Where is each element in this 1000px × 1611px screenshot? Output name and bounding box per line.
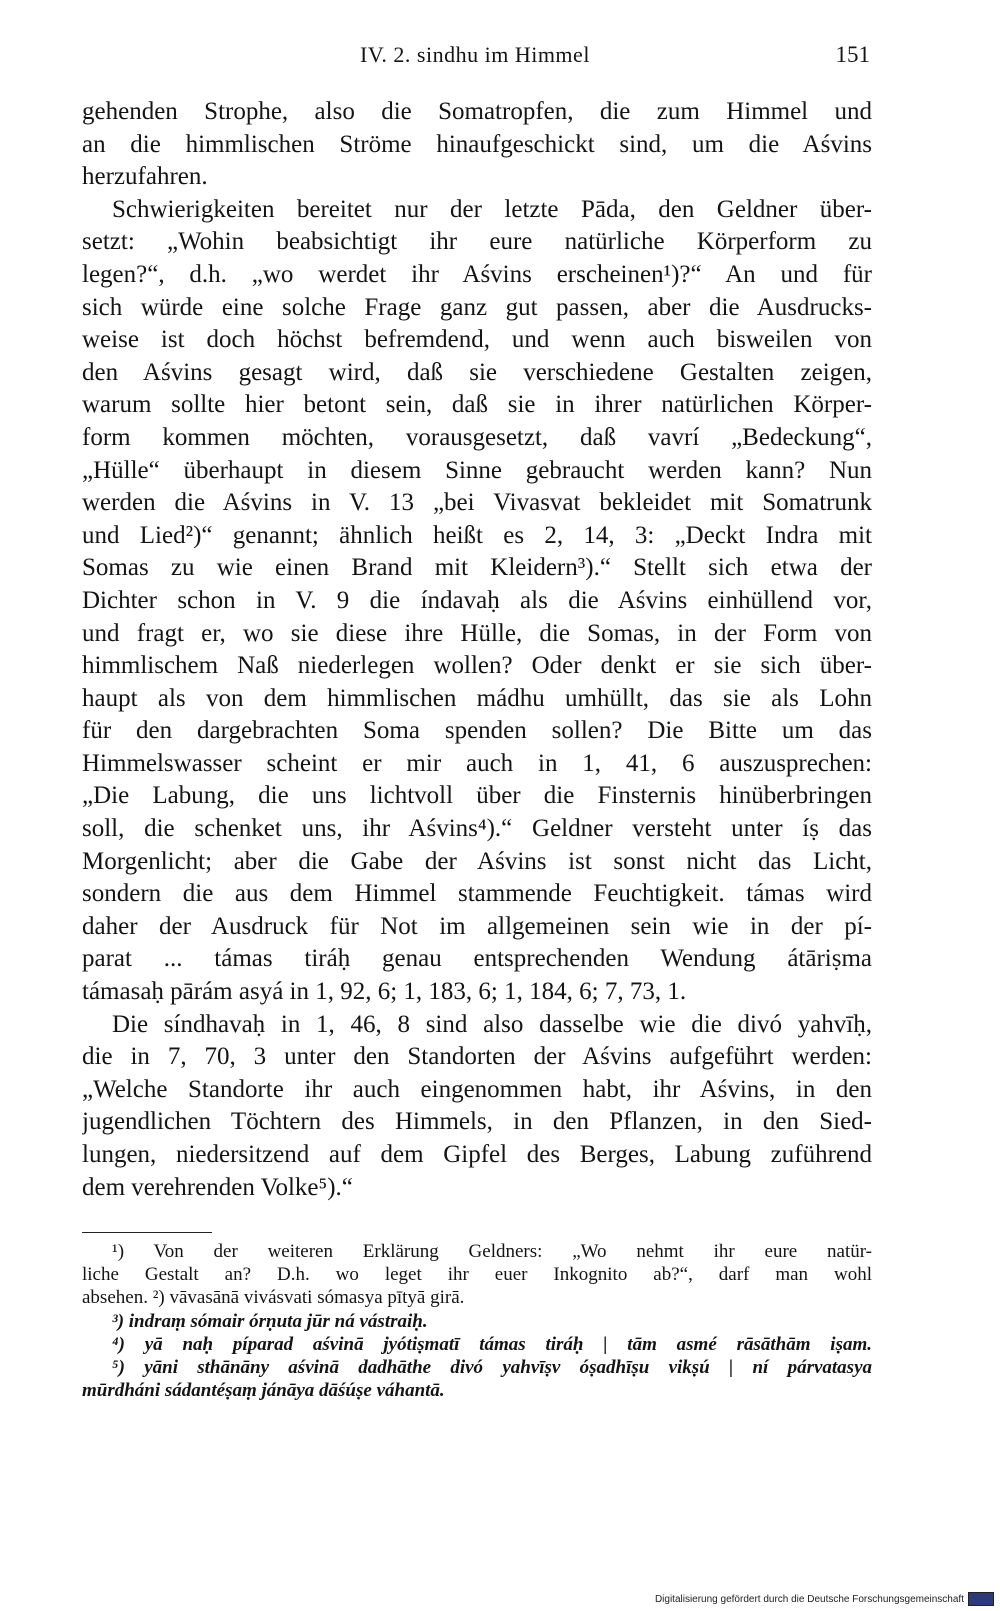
- text-line: „Hülle“ überhaupt in diesem Sinne gebraucht werden kann? Nun: [82, 456, 872, 484]
- footnote-line: ⁵) yāni sthānāny aśvinā dadhāthe divó yahvīṣv óṣadhīṣu vikṣú | ní párvatasya: [112, 1356, 872, 1378]
- text-line: daher der Ausdruck für Not im allgemeinen sein wie in der pí-: [82, 912, 872, 940]
- text-line: sondern die aus dem Himmel stammende Feuchtigkeit. támas wird: [82, 880, 872, 908]
- text-line: setzt: „Wohin beabsichtigt ihr eure natürliche Körperform zu: [82, 228, 872, 256]
- footnote-line: ¹) Von der weiteren Erklärung Geldners: „Wo nehmt ihr eure natür-: [112, 1241, 872, 1262]
- text-line: weise ist doch höchst befremdend, und wenn auch bisweilen von: [82, 326, 872, 354]
- text-line: Himmelswasser scheint er mir auch in 1, 41, 6 auszusprechen:: [82, 749, 872, 777]
- text-line: Schwierigkeiten bereitet nur der letzte Pāda, den Geldner über-: [112, 195, 872, 223]
- text-line: himmlischem Naß niederlegen wollen? Oder denkt er sie sich über-: [82, 652, 872, 680]
- text-line: Dichter schon in V. 9 die índavaḥ als die Aśvins einhüllend vor,: [82, 586, 872, 614]
- footnotes: [82, 1240, 872, 1402]
- running-head: IV. 2. sindhu im Himmel: [360, 42, 590, 67]
- text-line: legen?“, d.h. „wo werdet ihr Aśvins erscheinen¹)?“ An und für: [82, 260, 872, 288]
- text-line: „Die Labung, die uns lichtvoll über die Finsternis hinüberbringen: [82, 782, 872, 810]
- main-text: [82, 96, 872, 1204]
- text-line: herzufahren.: [82, 163, 208, 191]
- text-line: dem verehrenden Volke⁵).“: [82, 1173, 353, 1201]
- text-line: támasaḥ pārám asyá in 1, 92, 6; 1, 183, 6; 1, 184, 6; 7, 73, 1.: [82, 978, 687, 1006]
- page-number: 151: [835, 42, 870, 67]
- footnote-line: ⁴) yā naḥ píparad aśvinā jyótiṣmatī támas tiráḥ | tām asmé rāsāthām iṣam.: [112, 1333, 872, 1355]
- text-line: und Lied²)“ genannt; ähnlich heißt es 2, 14, 3: „Deckt Indra mit: [82, 521, 872, 549]
- text-line: haupt als von dem himmlischen mádhu umhüllt, das sie als Lohn: [82, 684, 872, 712]
- text-line: an die himmlischen Ströme hinaufgeschickt sind, um die Aśvins: [82, 130, 872, 158]
- text-line: warum sollte hier betont sein, daß sie in ihrer natürlichen Körper-: [82, 391, 872, 419]
- text-line: lungen, niedersitzend auf dem Gipfel des Berges, Labung zuführend: [82, 1141, 872, 1168]
- text-line: soll, die schenket uns, ihr Aśvins⁴).“ Geldner versteht unter íṣ das: [82, 815, 872, 843]
- text-line: form kommen möchten, vorausgesetzt, daß vavrí „Bedeckung“,: [82, 423, 872, 451]
- text-line: und fragt er, wo sie diese ihre Hülle, die Somas, in der Form von: [82, 619, 872, 647]
- text-line: Die síndhavaḥ in 1, 46, 8 sind also dasselbe wie die divó yahvīḥ,: [112, 1010, 872, 1038]
- text-line: für den dargebrachten Soma spenden sollen? Die Bitte um das: [82, 717, 872, 745]
- text-line: werden die Aśvins in V. 13 „bei Vivasvat bekleidet mit Somatrunk: [82, 489, 872, 517]
- digitization-credit: [600, 1591, 994, 1607]
- text-line: gehenden Strophe, also die Somatropfen, die zum Himmel und: [82, 98, 872, 125]
- text-line: sich würde eine solche Frage ganz gut passen, aber die Ausdrucks-: [82, 293, 872, 321]
- text-line: Somas zu wie einen Brand mit Kleidern³).“ Stellt sich etwa der: [82, 554, 872, 582]
- page-header: [80, 42, 870, 78]
- dfg-logo: [968, 1592, 994, 1606]
- text-line: „Welche Standorte ihr auch eingenommen habt, ihr Aśvins, in den: [82, 1075, 872, 1103]
- text-line: die in 7, 70, 3 unter den Standorten der Aśvins aufgeführt werden:: [82, 1043, 872, 1071]
- credit-text: Digitalisierung gefördert durch die Deutsche Forschungsgemeinschaft: [654, 1593, 964, 1605]
- text-line: Morgenlicht; aber die Gabe der Aśvins ist sonst nicht das Licht,: [82, 847, 872, 875]
- text-line: jugendlichen Töchtern des Himmels, in den Pflanzen, in den Sied-: [82, 1108, 872, 1136]
- text-line: parat ... támas tiráḥ genau entsprechenden Wendung átāriṣma: [82, 945, 872, 973]
- text-line: den Aśvins gesagt wird, daß sie verschiedene Gestalten zeigen,: [82, 358, 872, 386]
- footnote-line: liche Gestalt an? D.h. wo leget ihr euer Inkognito ab?“, darf man wohl: [82, 1264, 872, 1286]
- footnote-divider: [82, 1232, 212, 1233]
- footnote-line: absehen. ²) vāvasānā vivásvati sómasya pītyā girā.: [82, 1287, 465, 1309]
- footnote-line: ³) indraṃ sómair órṇuta jūr ná vástraiḥ.: [112, 1310, 428, 1332]
- footnote-line: mūrdháni sádantéṣaṃ jánāya dāśúṣe váhantā.: [82, 1380, 445, 1402]
